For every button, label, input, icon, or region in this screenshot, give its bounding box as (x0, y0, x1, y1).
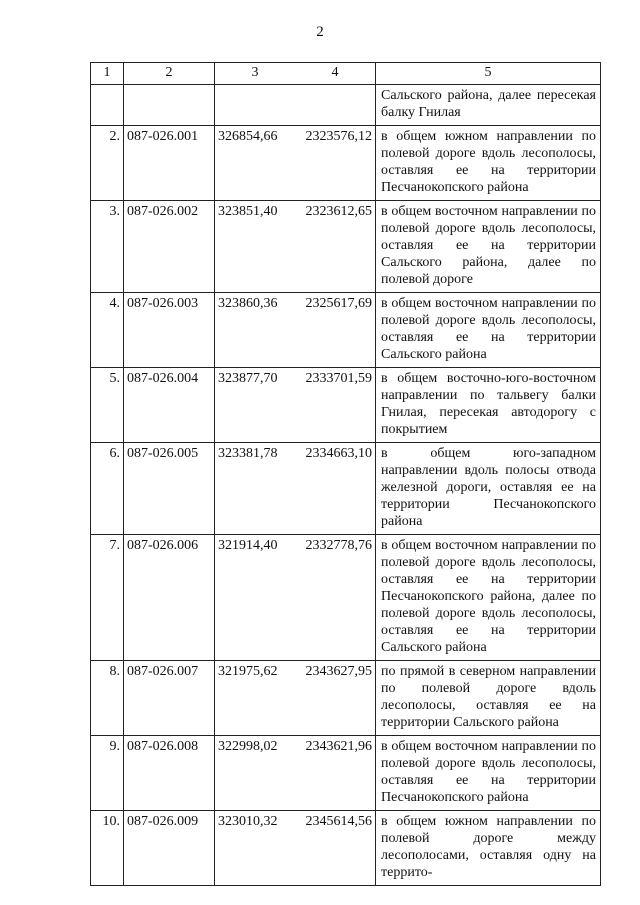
row-number: 7. (91, 535, 124, 661)
point-code: 087-026.008 (124, 736, 215, 811)
boundary-table (90, 62, 601, 886)
coordinate-y: 2343627,95 (295, 661, 376, 736)
coordinate-y: 2323612,65 (295, 201, 376, 293)
point-code: 087-026.006 (124, 535, 215, 661)
point-code (124, 85, 215, 126)
boundary-description: в общем восточно-юго-восточном направлении по тальвегу балки Гнилая, пересекая автодорогу с покрытием (376, 368, 601, 443)
boundary-description: в общем восточном направлении по полевой дороге вдоль лесополосы, оставляя ее на территории Сальского района (376, 293, 601, 368)
header-col-4: 4 (295, 63, 376, 85)
row-number: 2. (91, 126, 124, 201)
point-code: 087-026.003 (124, 293, 215, 368)
coordinate-x (215, 85, 296, 126)
coordinate-y: 2345614,56 (295, 811, 376, 886)
point-code: 087-026.002 (124, 201, 215, 293)
boundary-description: Сальского района, далее пересекая балку Гнилая (376, 85, 601, 126)
header-col-2: 2 (124, 63, 215, 85)
coordinate-y: 2332778,76 (295, 535, 376, 661)
table-row (91, 661, 601, 736)
coordinate-x: 326854,66 (215, 126, 296, 201)
coordinate-y: 2323576,12 (295, 126, 376, 201)
boundary-description: в общем южном направлении по полевой дороге вдоль лесополосы, оставляя ее на территории Песчанокопского района (376, 126, 601, 201)
coordinate-y: 2334663,10 (295, 443, 376, 535)
boundary-description: в общем восточном направлении по полевой дороге вдоль лесополосы, оставляя ее на территории Песчанокопского района (376, 736, 601, 811)
point-code: 087-026.005 (124, 443, 215, 535)
boundary-description: в общем восточном направлении по полевой дороге вдоль лесополосы, оставляя ее на территории Песчанокопского района, далее по полевой дороге вдоль лесополосы, оставляя ее на территории Сальского района (376, 535, 601, 661)
header-col-3: 3 (215, 63, 296, 85)
coordinate-x: 323860,36 (215, 293, 296, 368)
point-code: 087-026.007 (124, 661, 215, 736)
coordinate-x: 323851,40 (215, 201, 296, 293)
table-row (91, 535, 601, 661)
header-col-5: 5 (376, 63, 601, 85)
row-number (91, 85, 124, 126)
coordinate-y: 2343621,96 (295, 736, 376, 811)
row-number: 4. (91, 293, 124, 368)
table-row (91, 443, 601, 535)
coordinate-x: 323877,70 (215, 368, 296, 443)
table-row (91, 293, 601, 368)
table-row (91, 368, 601, 443)
boundary-description: в общем южном направлении по полевой дороге между лесополосами, оставляя одну на террито- (376, 811, 601, 886)
coordinate-y (295, 85, 376, 126)
table-header-row (91, 63, 601, 85)
row-number: 10. (91, 811, 124, 886)
row-number: 6. (91, 443, 124, 535)
coordinate-y: 2333701,59 (295, 368, 376, 443)
table-row (91, 736, 601, 811)
table-row (91, 85, 601, 126)
point-code: 087-026.009 (124, 811, 215, 886)
coordinate-y: 2325617,69 (295, 293, 376, 368)
coordinate-x: 323381,78 (215, 443, 296, 535)
boundary-description: в общем юго-западном направлении вдоль полосы отвода железной дороги, оставляя ее на территории Песчанокопского района (376, 443, 601, 535)
point-code: 087-026.001 (124, 126, 215, 201)
table-row (91, 811, 601, 886)
coordinate-x: 321914,40 (215, 535, 296, 661)
row-number: 8. (91, 661, 124, 736)
page-number: 2 (316, 24, 324, 40)
header-col-1: 1 (91, 63, 124, 85)
row-number: 9. (91, 736, 124, 811)
boundary-description: в общем восточном направлении по полевой дороге вдоль лесополосы, оставляя ее на территории Сальского района, далее по полевой дороге (376, 201, 601, 293)
boundary-description: по прямой в северном направлении по полевой дороге вдоль лесополосы, оставляя ее на территории Сальского района (376, 661, 601, 736)
coordinate-x: 323010,32 (215, 811, 296, 886)
point-code: 087-026.004 (124, 368, 215, 443)
coordinate-x: 321975,62 (215, 661, 296, 736)
row-number: 3. (91, 201, 124, 293)
table-row (91, 126, 601, 201)
table-row (91, 201, 601, 293)
row-number: 5. (91, 368, 124, 443)
coordinate-x: 322998,02 (215, 736, 296, 811)
